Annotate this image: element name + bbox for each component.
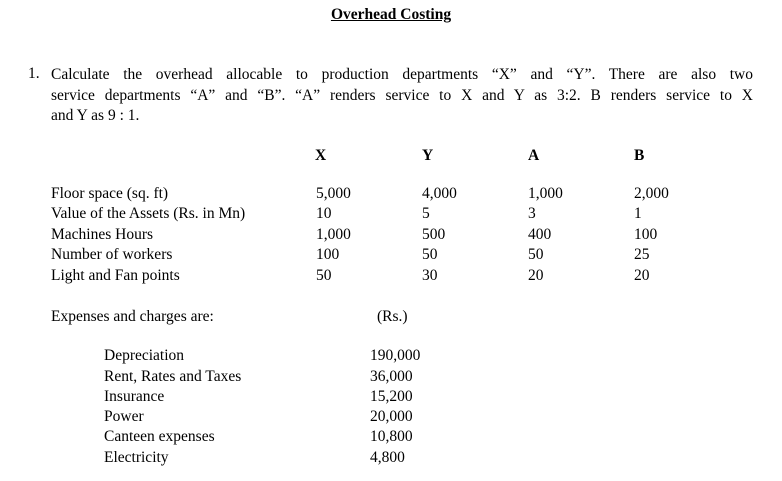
table-cell: 50: [316, 267, 332, 284]
expense-label-depreciation: Depreciation: [104, 347, 185, 364]
table-cell: 2,000: [634, 185, 669, 202]
column-header-x: X: [315, 147, 327, 164]
expense-label-electricity: Electricity: [104, 449, 169, 466]
column-header-a: A: [528, 147, 540, 164]
table-cell: 1,000: [316, 226, 351, 243]
expense-label-canteen: Canteen expenses: [104, 428, 215, 445]
table-cell: 100: [316, 246, 340, 263]
expense-label-power: Power: [104, 408, 144, 425]
row-label-asset-value: Value of the Assets (Rs. in Mn): [51, 205, 246, 222]
question-number: 1.: [28, 65, 40, 82]
expenses-unit-label: (Rs.): [377, 308, 408, 325]
table-cell: 400: [528, 226, 552, 243]
table-cell: 50: [528, 246, 544, 263]
expense-label-rent: Rent, Rates and Taxes: [104, 368, 242, 385]
expense-value-insurance: 15,200: [370, 388, 413, 405]
table-cell: 3: [528, 205, 536, 222]
table-cell: 20: [528, 267, 544, 284]
expense-value-depreciation: 190,000: [370, 347, 421, 364]
question-line-3: and Y as 9 : 1.: [51, 107, 140, 124]
table-cell: 50: [422, 246, 438, 263]
table-cell: 10: [316, 205, 332, 222]
expense-value-electricity: 4,800: [370, 449, 405, 466]
question-text: [51, 65, 753, 127]
table-cell: 1,000: [528, 185, 563, 202]
expenses-heading: Expenses and charges are:: [51, 308, 214, 325]
question-line-1: Calculate the overhead allocable to production departments “X” and “Y”. There are also two: [51, 66, 753, 83]
expense-value-canteen: 10,800: [370, 428, 413, 445]
column-header-b: B: [634, 147, 645, 164]
table-cell: 30: [422, 267, 438, 284]
table-cell: 1: [634, 205, 642, 222]
row-label-machine-hours: Machines Hours: [51, 226, 154, 243]
expense-value-rent: 36,000: [370, 368, 413, 385]
table-cell: 25: [634, 246, 650, 263]
column-header-y: Y: [422, 147, 434, 164]
table-cell: 4,000: [422, 185, 457, 202]
row-label-floor-space: Floor space (sq. ft): [51, 185, 169, 202]
expense-value-power: 20,000: [370, 408, 413, 425]
table-cell: 100: [634, 226, 658, 243]
table-cell: 5: [422, 205, 430, 222]
table-cell: 500: [422, 226, 446, 243]
table-cell: 5,000: [316, 185, 351, 202]
expense-label-insurance: Insurance: [104, 388, 165, 405]
question-line-2: service departments “A” and “B”. “A” renders service to X and Y as 3:2. B renders service to X: [51, 86, 753, 104]
page-title: Overhead Costing: [330, 6, 452, 23]
row-label-workers: Number of workers: [51, 246, 173, 263]
row-label-light-fan-points: Light and Fan points: [51, 267, 180, 284]
table-cell: 20: [634, 267, 650, 284]
